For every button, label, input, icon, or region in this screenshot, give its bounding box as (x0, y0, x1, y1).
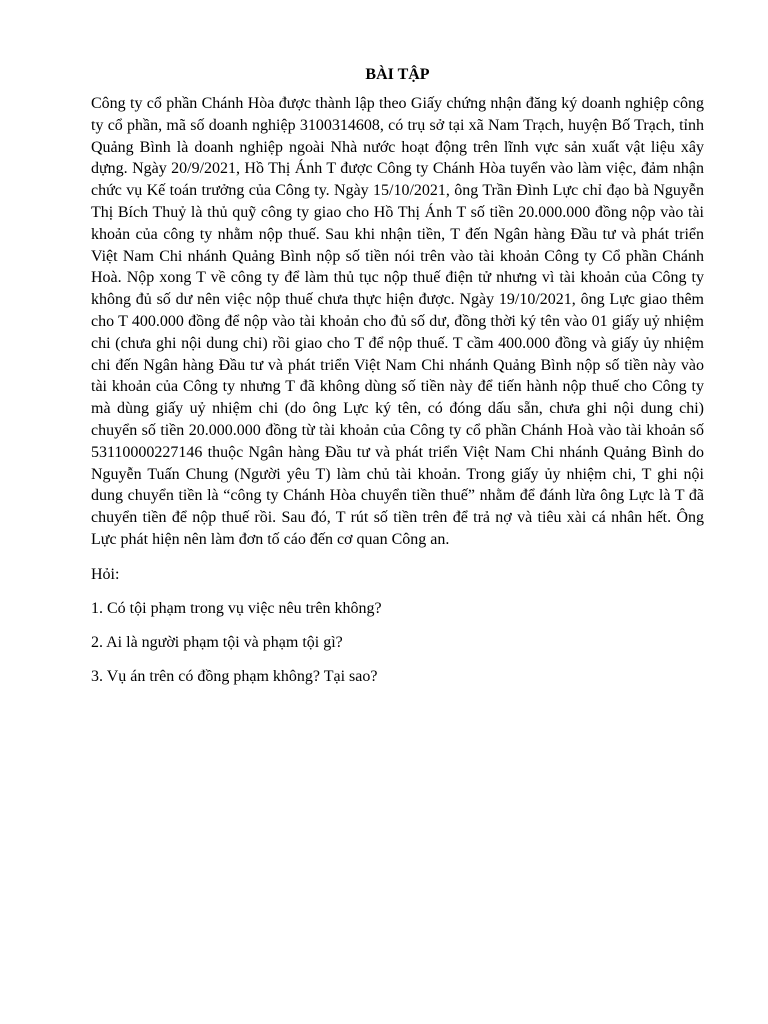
case-paragraph: Công ty cổ phần Chánh Hòa được thành lập theo Giấy chứng nhận đăng ký doanh nghiệp công ty cổ phần, mã số doanh nghiệp 3100314608, có trụ sở tại xã Nam Trạch, huyện Bố Trạch, tỉnh Quảng Bình là doanh nghiệp ngoài Nhà nước hoạt động trên lĩnh vực sản xuất vật liệu xây dựng. Ngày 20/9/2021, Hồ Thị Ánh T được Công ty Chánh Hòa tuyển vào làm việc, đảm nhận chức vụ Kế toán trưởng của Công ty. Ngày 15/10/2021, ông Trần Đình Lực chỉ đạo bà Nguyễn Thị Bích Thuỷ là thủ quỹ công ty giao cho Hồ Thị Ánh T số tiền 20.000.000 đồng nộp vào tài khoản của công ty nhằm nộp thuế. Sau khi nhận tiền, T đến Ngân hàng Đầu tư và phát triển Việt Nam Chi nhánh Quảng Bình nộp số tiền nói trên vào tài khoản Công ty Cổ phần Chánh Hoà. Nộp xong T về công ty để làm thủ tục nộp thuế điện tử nhưng vì tài khoản của Công ty không đủ số dư nên việc nộp thuế chưa thực hiện được. Ngày 19/10/2021, ông Lực giao thêm cho T 400.000 đồng để nộp vào tài khoản cho đủ số dư, đồng thời ký tên vào 01 giấy uỷ nhiệm chi (chưa ghi nội dung chi) rồi giao cho T để nộp thuế. T cầm 400.000 đồng và giấy ủy nhiệm chi đến Ngân hàng Đầu tư và phát triển Việt Nam Chi nhánh Quảng Bình nộp số tiền này vào tài khoản của Công ty nhưng T đã không dùng số tiền này để tiến hành nộp thuế cho Công ty mà dùng giấy uỷ nhiệm chi (do ông Lực ký tên, có đóng dấu sẵn, chưa ghi nội dung chi) chuyển số tiền 20.000.000 đồng từ tài khoản của Công ty cổ phần Chánh Hoà vào tài khoản số 53110000227146 thuộc Ngân hàng Đầu tư và phát triển Việt Nam Chi nhánh Quảng Bình do Nguyễn Tuấn Chung (Người yêu T) làm chủ tài khoản. Trong giấy ủy nhiệm chi, T ghi nội dung chuyển tiền là “công ty Chánh Hòa chuyển tiền thuế” nhằm để đánh lừa ông Lực là T đã chuyển tiền để nộp thuế rồi. Sau đó, T rút số tiền trên để trả nợ và tiêu xài cá nhân hết. Ông Lực phát hiện nên làm đơn tố cáo đến cơ quan Công an. (91, 95, 704, 548)
questions-label: Hỏi: (91, 565, 120, 583)
document-page (91, 64, 704, 687)
document-title: BÀI TẬP (365, 66, 430, 83)
question-3: 3. Vụ án trên có đồng phạm không? Tại sao? (91, 667, 378, 685)
question-1: 1. Có tội phạm trong vụ việc nêu trên không? (91, 599, 382, 617)
question-2: 2. Ai là người phạm tội và phạm tội gì? (91, 633, 343, 651)
